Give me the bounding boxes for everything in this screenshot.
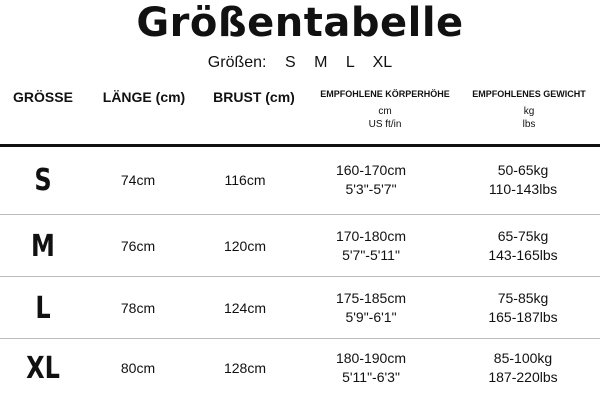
chest-cell: 120cm (223, 237, 267, 254)
weight-kg-value: 65-75kg (497, 228, 549, 244)
length-cell: 76cm (120, 237, 156, 254)
row-divider (0, 276, 600, 277)
height-cell (296, 150, 446, 210)
header-chest: BRUST (cm) (213, 89, 295, 105)
weight-kg-value: 75-85kg (497, 290, 549, 306)
size-cell: M (31, 228, 55, 264)
weight-lbs-value: 187-220lbs (488, 369, 558, 385)
available-size-xl: XL (372, 54, 393, 71)
chest-cell: 116cm (224, 171, 266, 188)
header-height: EMPFOHLENE KÖRPERHÖHE (320, 89, 450, 99)
header-weight-unit-lbs: lbs (522, 119, 536, 130)
height-ftin-value: 5'9"-6'1" (345, 309, 397, 325)
table-row-l (0, 278, 600, 338)
weight-kg-value: 50-65kg (497, 162, 549, 178)
available-size-m: M (314, 54, 328, 71)
chest-cell: 124cm (223, 299, 267, 316)
length-cell: 78cm (120, 299, 156, 316)
available-size-s: S (284, 54, 296, 71)
available-sizes-line (0, 52, 600, 74)
weight-cell (452, 338, 594, 398)
size-cell: XL (26, 350, 60, 386)
table-row-m (0, 216, 600, 276)
weight-lbs-value: 110-143lbs (488, 181, 558, 197)
weight-cell (452, 216, 594, 276)
height-cm-value: 160-170cm (335, 162, 407, 178)
header-divider (0, 144, 600, 147)
length-cell: 74cm (120, 171, 156, 188)
header-weight: EMPFOHLENES GEWICHT (472, 89, 586, 99)
table-row-s (0, 150, 600, 210)
height-cm-value: 170-180cm (335, 228, 407, 244)
available-sizes-label: Größen: (207, 54, 267, 71)
height-cm-value: 175-185cm (335, 290, 407, 306)
table-row-xl (0, 338, 600, 398)
height-ftin-value: 5'11"-6'3" (342, 369, 400, 385)
weight-cell (452, 278, 594, 338)
height-cell (296, 216, 446, 276)
header-height-unit-cm: cm (378, 106, 392, 117)
header-size: GRÖSSE (13, 89, 73, 105)
header-weight-unit-kg: kg (523, 106, 535, 117)
weight-lbs-value: 143-165lbs (488, 247, 558, 263)
height-ftin-value: 5'7"-5'11" (342, 247, 400, 263)
size-cell: L (35, 290, 51, 326)
height-ftin-value: 5'3"-5'7" (345, 181, 397, 197)
weight-kg-value: 85-100kg (493, 350, 553, 366)
weight-cell (452, 150, 594, 210)
length-cell: 80cm (120, 359, 156, 376)
row-divider (0, 214, 600, 215)
chest-cell: 128cm (223, 359, 267, 376)
height-cell (296, 278, 446, 338)
height-cm-value: 180-190cm (335, 350, 407, 366)
height-cell (296, 338, 446, 398)
page-title: Größentabelle (136, 0, 464, 46)
available-size-l: L (345, 54, 355, 71)
weight-lbs-value: 165-187lbs (488, 309, 558, 325)
header-height-unit-ftin: US ft/in (368, 119, 402, 130)
header-length: LÄNGE (cm) (102, 89, 186, 105)
size-cell: S (34, 162, 52, 198)
